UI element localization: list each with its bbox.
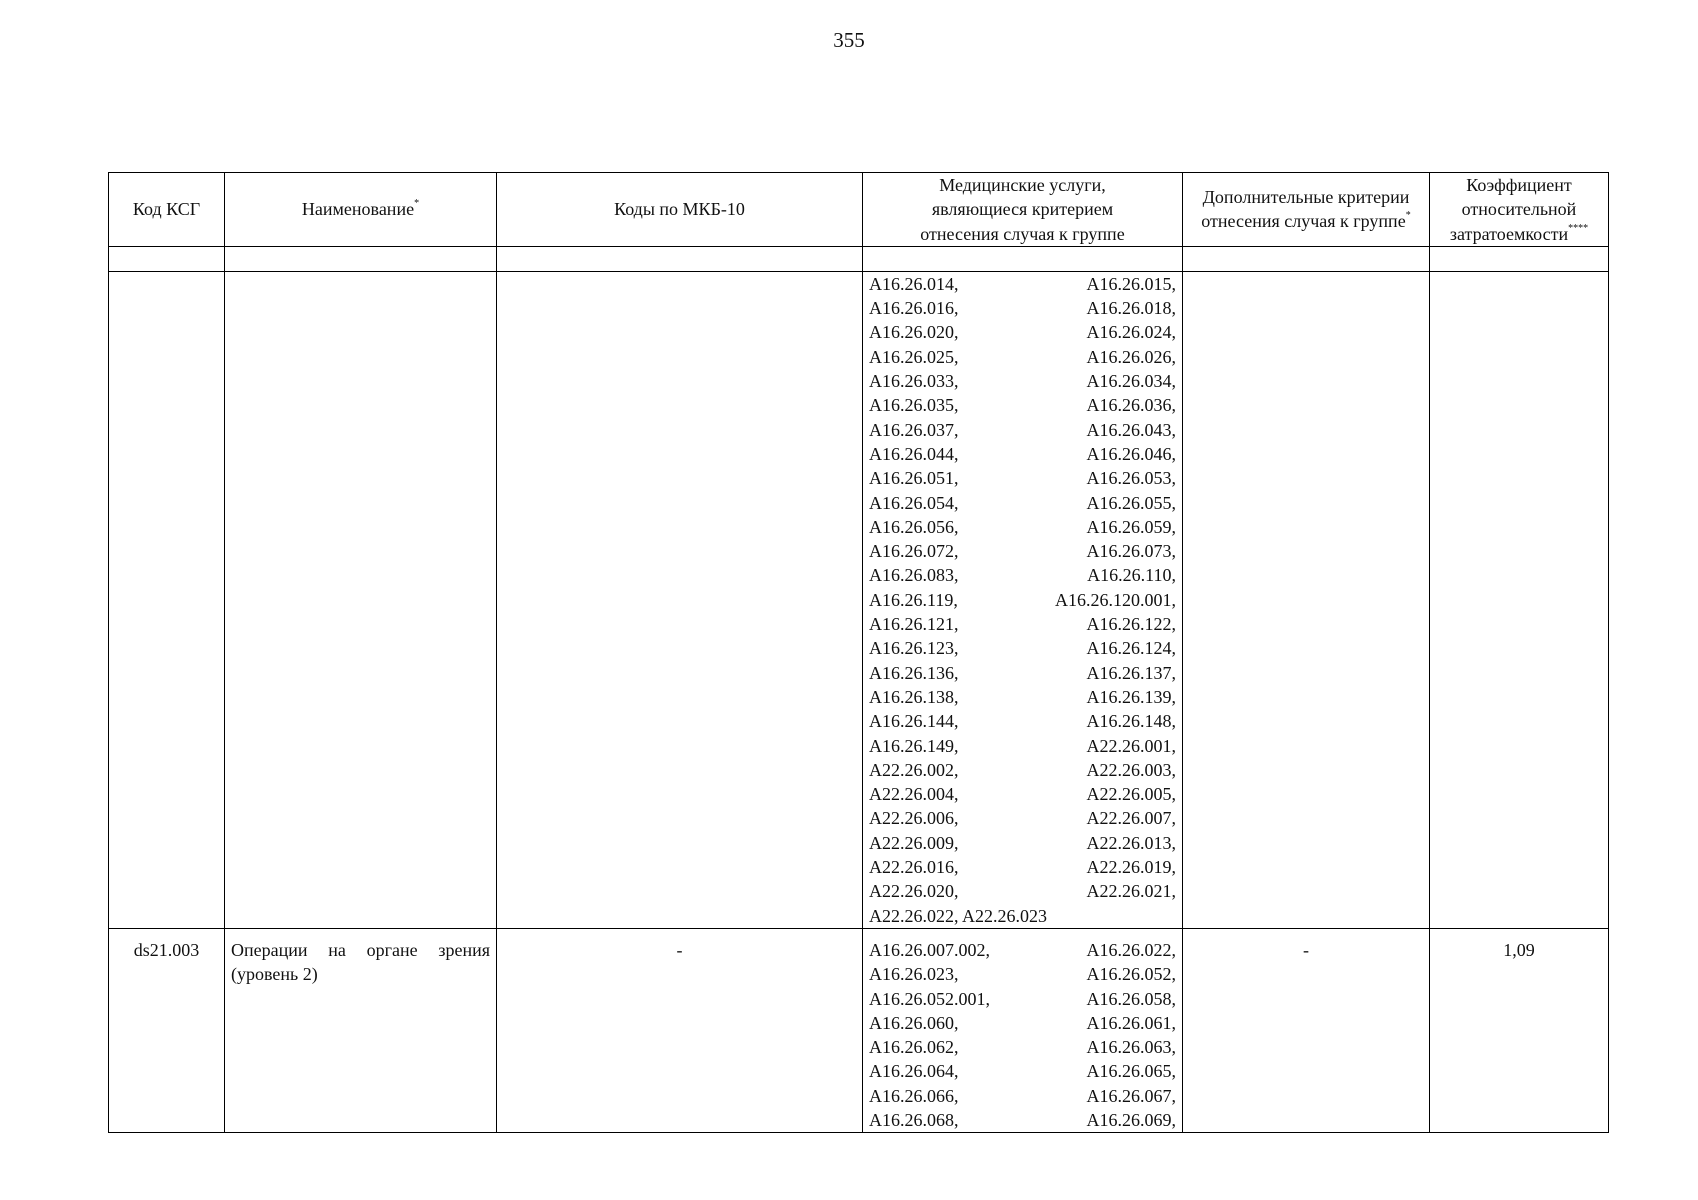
service-code: A22.26.001, xyxy=(1086,735,1176,756)
service-code: A16.26.024, xyxy=(1086,322,1176,343)
service-code-line xyxy=(869,1059,1176,1083)
service-code: A16.26.139, xyxy=(1086,686,1176,707)
service-code: A16.26.136, xyxy=(869,662,959,683)
service-code: A16.26.037, xyxy=(869,419,959,440)
service-code: A16.26.060, xyxy=(869,1012,959,1033)
service-code: A16.26.052.001, xyxy=(869,988,990,1009)
coefficient-cell: 1,09 xyxy=(1430,928,1609,1132)
service-code-line xyxy=(869,563,1176,587)
service-code: A16.26.072, xyxy=(869,541,959,562)
spacer-cell xyxy=(863,246,1183,271)
name-cell: Операции на органе зрения (уровень 2) xyxy=(225,928,497,1132)
service-code: A22.26.013, xyxy=(1086,832,1176,853)
service-code-line xyxy=(869,685,1176,709)
service-code-line xyxy=(869,515,1176,539)
service-code: A16.26.068, xyxy=(869,1109,959,1130)
service-code-line xyxy=(869,588,1176,612)
service-code: A16.26.144, xyxy=(869,711,959,732)
service-code: A22.26.009, xyxy=(869,832,959,853)
service-code: A16.26.067, xyxy=(1086,1085,1176,1106)
service-code-line xyxy=(869,1011,1176,1035)
service-code: A16.26.062, xyxy=(869,1037,959,1058)
header-additional-criteria: Дополнительные критерии отнесения случая к группе* xyxy=(1183,173,1430,247)
service-code-line xyxy=(869,855,1176,879)
service-code: A16.26.035, xyxy=(869,395,959,416)
service-code: A22.26.021, xyxy=(1086,881,1176,902)
service-code: A16.26.066, xyxy=(869,1085,959,1106)
ksg-code-cell xyxy=(109,271,225,928)
header-medical-services: Медицинские услуги, являющиеся критерием отнесения случая к группе xyxy=(863,173,1183,247)
coefficient-cell xyxy=(1430,271,1609,928)
service-code-line xyxy=(869,782,1176,806)
service-code: A22.26.006, xyxy=(869,808,959,829)
service-code-line xyxy=(869,296,1176,320)
service-code-line xyxy=(869,272,1176,296)
service-code: A16.26.036, xyxy=(1086,395,1176,416)
header-row xyxy=(109,173,1609,247)
service-code: A16.26.064, xyxy=(869,1061,959,1082)
service-code: A22.26.016, xyxy=(869,857,959,878)
service-code-line xyxy=(869,734,1176,758)
service-code-line xyxy=(869,466,1176,490)
service-code: A16.26.015, xyxy=(1086,273,1176,294)
service-code: A22.26.020, xyxy=(869,881,959,902)
service-code: A16.26.059, xyxy=(1086,516,1176,537)
service-code: A16.26.124, xyxy=(1086,638,1176,659)
service-code: A16.26.022, xyxy=(1086,939,1176,960)
service-code-line xyxy=(869,962,1176,986)
service-code: A16.26.023, xyxy=(869,964,959,985)
spacer-cell xyxy=(225,246,497,271)
service-code: A22.26.004, xyxy=(869,784,959,805)
service-code: A16.26.061, xyxy=(1086,1012,1176,1033)
service-code: A16.26.063, xyxy=(1086,1037,1176,1058)
service-code: A16.26.043, xyxy=(1086,419,1176,440)
service-code-line xyxy=(869,806,1176,830)
service-code: A16.26.016, xyxy=(869,298,959,319)
service-code: A16.26.069, xyxy=(1086,1109,1176,1130)
service-code: A16.26.119, xyxy=(869,589,958,610)
service-code-line xyxy=(869,987,1176,1011)
service-code-line xyxy=(869,491,1176,515)
header-spacer-row xyxy=(109,246,1609,271)
mkb-cell xyxy=(497,271,863,928)
service-code: A22.26.002, xyxy=(869,759,959,780)
service-code: A22.26.019, xyxy=(1086,857,1176,878)
service-code: A16.26.046, xyxy=(1086,443,1176,464)
ksg-code-cell: ds21.003 xyxy=(109,928,225,1132)
table-row xyxy=(109,928,1609,1132)
service-code-line xyxy=(869,442,1176,466)
service-code: A16.26.007.002, xyxy=(869,939,990,960)
service-code: A16.26.025, xyxy=(869,346,959,367)
service-code-line xyxy=(869,831,1176,855)
service-code: A16.26.014, xyxy=(869,273,959,294)
service-code-line xyxy=(869,938,1176,962)
header-coefficient: Коэффициент относительной затратоемкости**** xyxy=(1430,173,1609,247)
service-code: A22.26.005, xyxy=(1086,784,1176,805)
service-code: A16.26.123, xyxy=(869,638,959,659)
service-code: A16.26.054, xyxy=(869,492,959,513)
service-code: A16.26.148, xyxy=(1086,711,1176,732)
spacer-cell xyxy=(1183,246,1430,271)
service-code: A16.26.121, xyxy=(869,614,959,635)
service-code: A22.26.022, A22.26.023 xyxy=(869,905,1048,926)
service-code: A16.26.052, xyxy=(1086,964,1176,985)
page-number: 355 xyxy=(833,28,865,52)
service-code: A22.26.003, xyxy=(1086,759,1176,780)
service-code: A16.26.034, xyxy=(1086,371,1176,392)
service-code: A16.26.033, xyxy=(869,371,959,392)
service-code: A16.26.137, xyxy=(1086,662,1176,683)
service-code: A16.26.056, xyxy=(869,516,959,537)
service-code: A16.26.138, xyxy=(869,686,959,707)
services-cell xyxy=(863,271,1183,928)
service-code: A16.26.055, xyxy=(1086,492,1176,513)
service-code: A16.26.018, xyxy=(1086,298,1176,319)
service-code: A16.26.058, xyxy=(1086,988,1176,1009)
service-code-line xyxy=(869,1035,1176,1059)
service-code-line xyxy=(869,612,1176,636)
extra-criteria-cell: - xyxy=(1183,928,1430,1132)
table-row xyxy=(109,271,1609,928)
service-code-line xyxy=(869,539,1176,563)
service-code: A16.26.053, xyxy=(1086,468,1176,489)
service-code-line xyxy=(869,758,1176,782)
service-code: A16.26.122, xyxy=(1086,614,1176,635)
service-code-line xyxy=(869,709,1176,733)
mkb-cell: - xyxy=(497,928,863,1132)
service-code-line xyxy=(869,661,1176,685)
service-code-line xyxy=(869,345,1176,369)
header-name: Наименование* xyxy=(225,173,497,247)
service-code-line xyxy=(869,369,1176,393)
header-mkb-codes: Коды по МКБ-10 xyxy=(497,173,863,247)
spacer-cell xyxy=(109,246,225,271)
service-code-line xyxy=(869,320,1176,344)
service-code: A16.26.073, xyxy=(1086,541,1176,562)
extra-criteria-cell xyxy=(1183,271,1430,928)
service-code-line xyxy=(869,1108,1176,1132)
service-code: A16.26.026, xyxy=(1086,346,1176,367)
service-code-line xyxy=(869,879,1176,903)
service-code: A16.26.020, xyxy=(869,322,959,343)
service-code: A16.26.110, xyxy=(1087,565,1176,586)
service-code: A16.26.149, xyxy=(869,735,959,756)
service-code-line xyxy=(869,393,1176,417)
service-code: A16.26.083, xyxy=(869,565,959,586)
spacer-cell xyxy=(497,246,863,271)
service-code: A16.26.044, xyxy=(869,443,959,464)
service-code-line xyxy=(869,904,1176,928)
name-cell xyxy=(225,271,497,928)
service-code: A16.26.051, xyxy=(869,468,959,489)
service-code-line xyxy=(869,1084,1176,1108)
service-code-line xyxy=(869,636,1176,660)
service-code: A16.26.065, xyxy=(1086,1061,1176,1082)
services-cell xyxy=(863,928,1183,1132)
service-code-line xyxy=(869,418,1176,442)
service-code: A22.26.007, xyxy=(1086,808,1176,829)
header-ksg-code: Код КСГ xyxy=(109,173,225,247)
service-code: A16.26.120.001, xyxy=(1055,589,1176,610)
spacer-cell xyxy=(1430,246,1609,271)
ksg-table xyxy=(108,172,1609,1133)
